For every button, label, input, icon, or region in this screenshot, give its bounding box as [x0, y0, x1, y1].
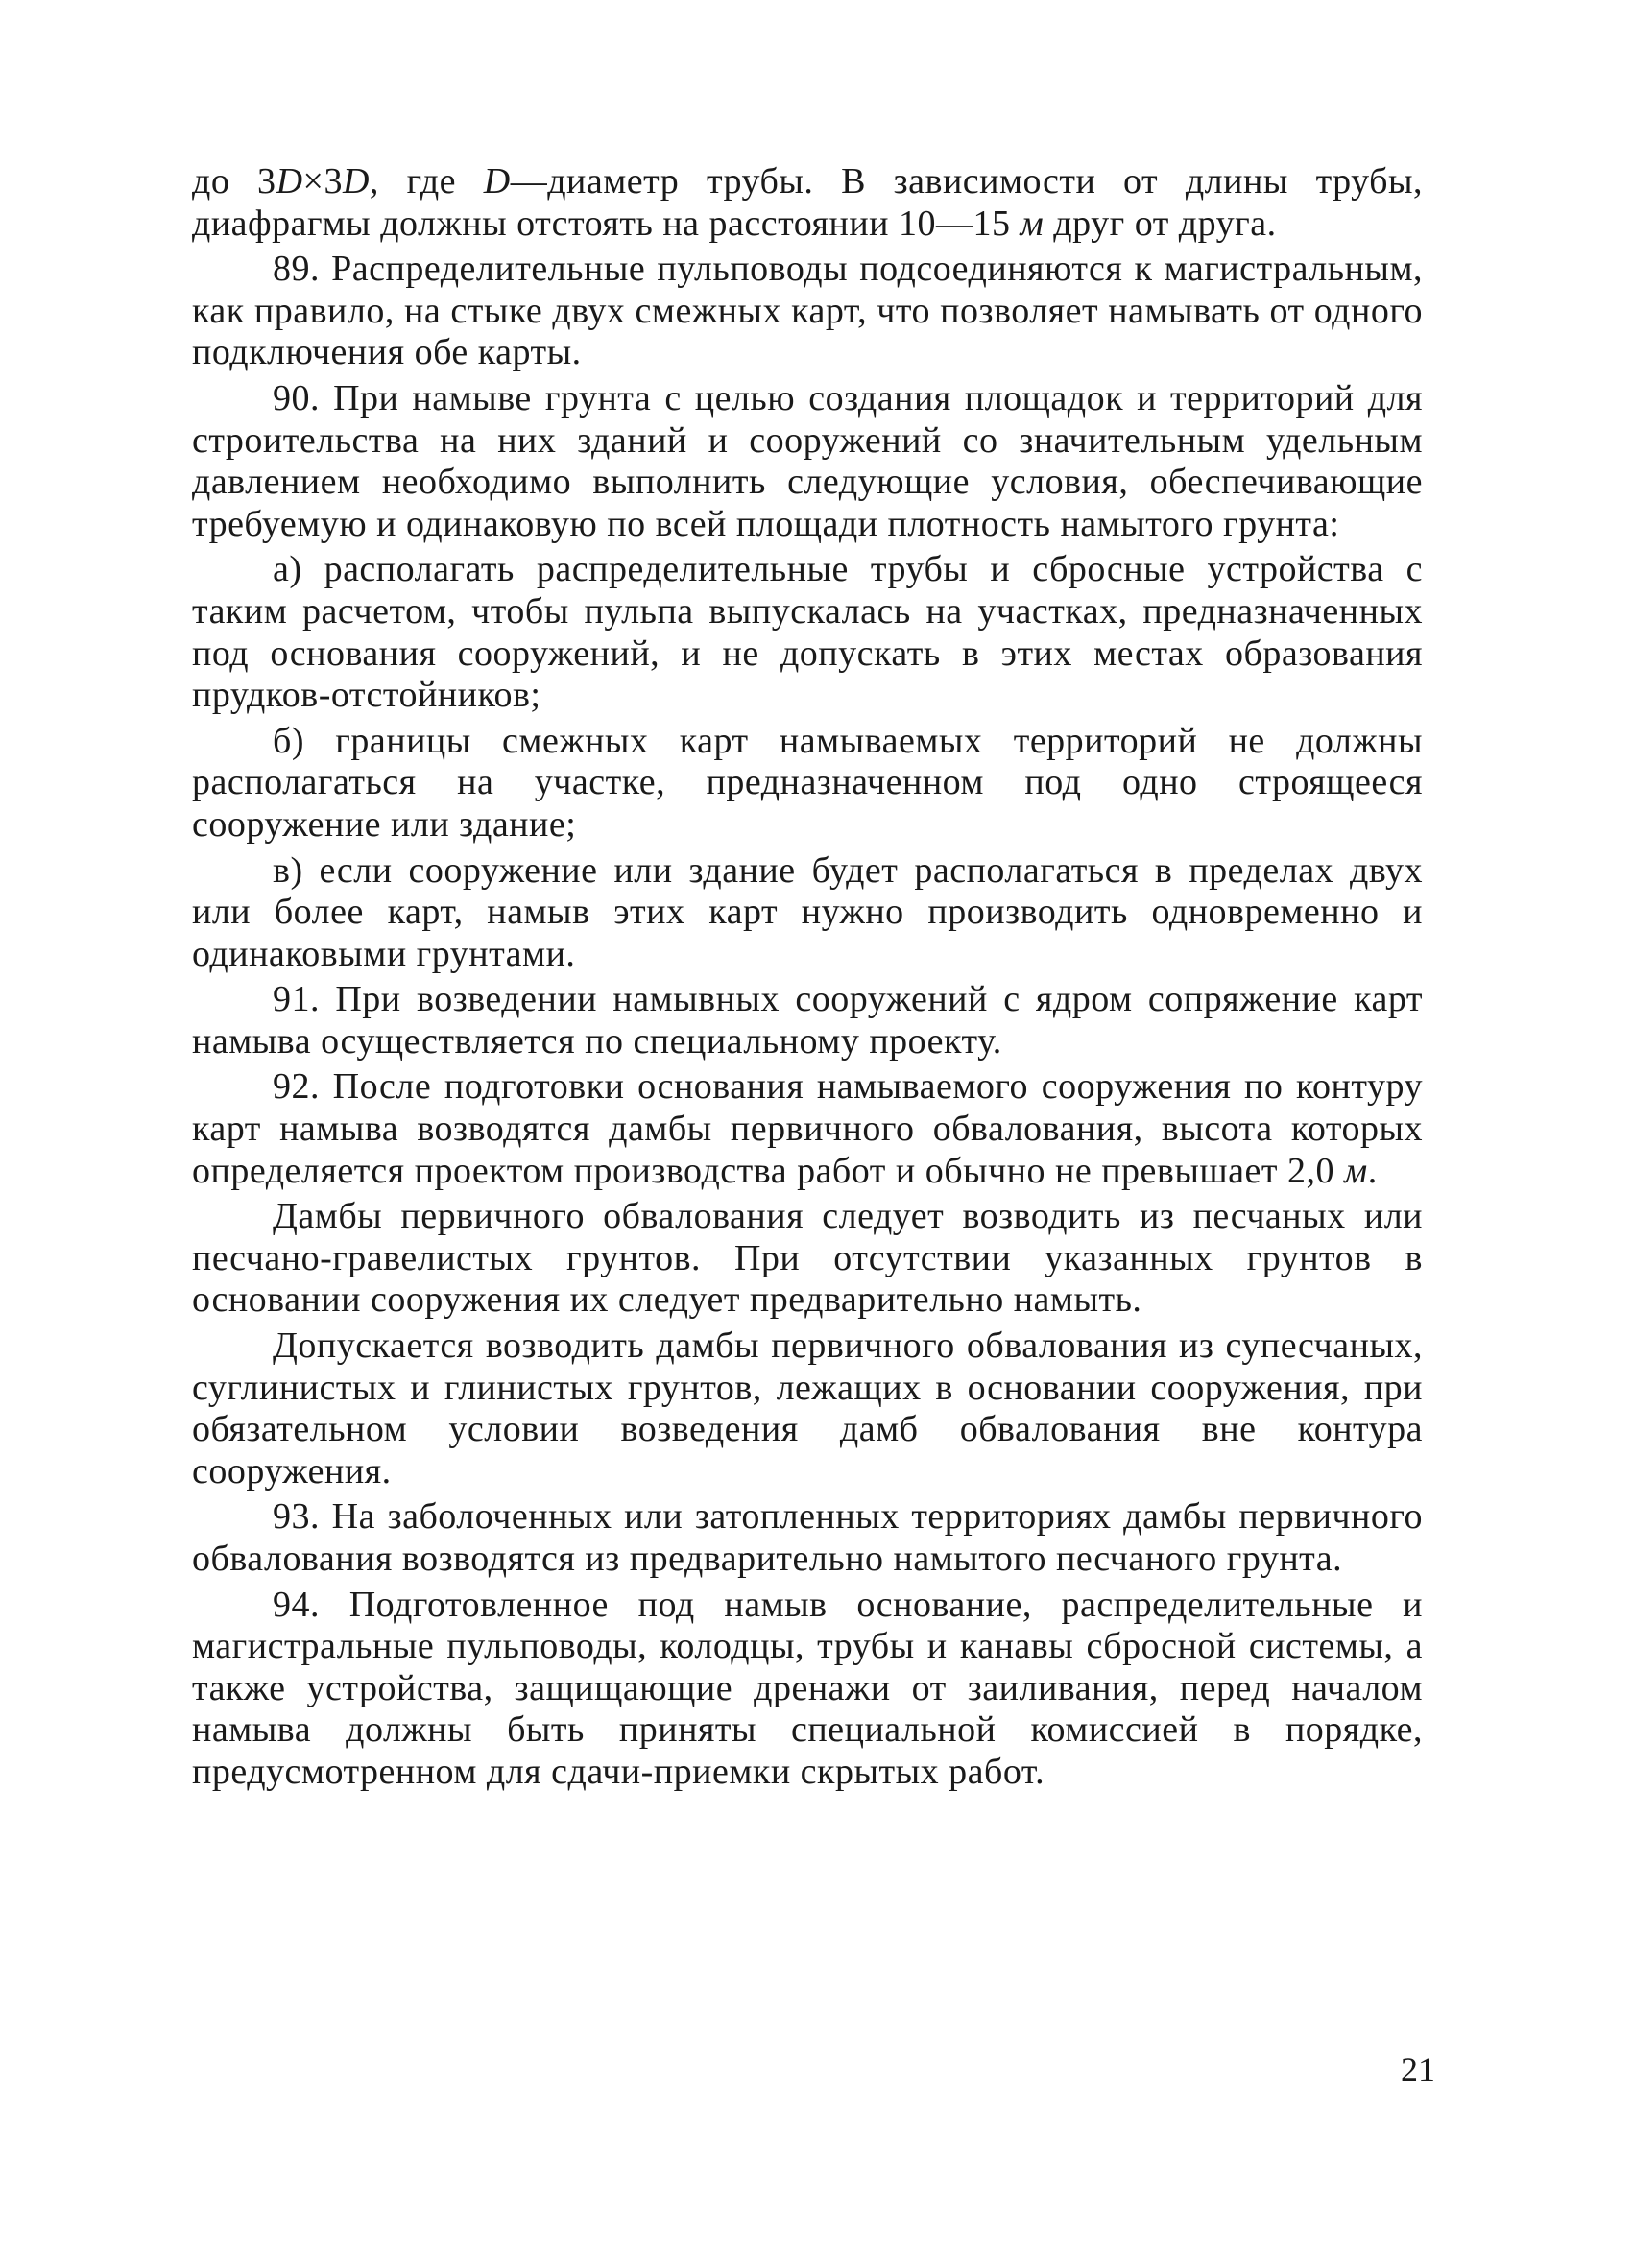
paragraph-89: 89. Распределительные пульповоды подсоединяются к магистральным, как правило, на стыке двух смежных карт, что позволяет намывать от одного подключения обе карты. [192, 249, 1423, 373]
paragraph-90: 90. При намыве грунта с целью создания площадок и территорий для строительства на них зданий и сооружений со значительным удельным давлением необходимо выполнить следующие условия, обеспечивающие требуемую и одинаковую по всей площади плотность намытого грунта: [192, 377, 1423, 544]
paragraph-94: 94. Подготовленное под намыв основание, распределительные и магистральные пульповоды, колодцы, трубы и канавы сбросной системы, а также устройства, защищающие дренажи от заиливания, перед началом намыва должны быть приняты специальной комиссией в порядке, предусмотренном для сдачи-приемки скрытых работ. [192, 1584, 1423, 1792]
paragraph-continuation [192, 161, 1423, 245]
paragraph-92-continued: Дамбы первичного обвалования следует возводить из песчаных или песчано-гравелистых грунтов. При отсутствии указанных грунтов в основании сооружения их следует предварительно намыть. [192, 1196, 1423, 1321]
paragraph-91: 91. При возведении намывных сооружений с ядром сопряжение карт намыва осуществляется по специальному проекту. [192, 979, 1423, 1062]
paragraph-92-allowance: Допускается возводить дамбы первичного обвалования из супесчаных, суглинистых и глинистых грунтов, лежащих в основании сооружения, при обязательном условии возведения дамб обвалования вне контура сооружения. [192, 1325, 1423, 1492]
italic-symbol: D [276, 161, 303, 202]
italic-symbol: D [342, 161, 370, 202]
paragraph-90-item-a: а) располагать распределительные трубы и сбросные устройства с таким расчетом, чтобы пульпа выпускалась на участках, предназначенных под основания сооружений, и не допускать в этих местах образования прудков-отстойников; [192, 549, 1423, 716]
text-run: друг от друга. [1053, 203, 1277, 244]
text-run: —диаметр трубы. В зависимости от длины трубы, диафрагмы должны отстоять на расстоянии 10—15 [192, 161, 1424, 244]
text-run: , где [369, 161, 457, 202]
italic-unit: м [1020, 203, 1045, 244]
paragraph-90-item-c: в) если сооружение или здание будет располагаться в пределах двух или более карт, намыв этих карт нужно производить одновременно и одинаковыми грунтами. [192, 849, 1423, 974]
text-run: до 3 [192, 161, 276, 202]
paragraph-92 [192, 1066, 1423, 1192]
italic-symbol: D [483, 161, 511, 202]
italic-unit: м [1344, 1150, 1368, 1191]
paragraph-90-item-b: б) границы смежных карт намываемых территорий не должны располагаться на участке, предназначенном под одно строящееся сооружение или здание; [192, 720, 1423, 845]
page-number: 21 [1401, 2050, 1435, 2089]
paragraph-93: 93. На заболоченных или затопленных территориях дамбы первичного обвалования возводятся из предварительно намытого песчаного грунта. [192, 1496, 1423, 1579]
body-text [192, 161, 1423, 1794]
text-run: . [1367, 1150, 1378, 1191]
text-run: 92. После подготовки основания намываемого сооружения по контуру карт намыва возводятся дамбы первичного обвалования, высота которых определяется проектом производства работ и обычно не превышает 2,0 [192, 1066, 1423, 1191]
text-run: ×3 [302, 161, 343, 202]
